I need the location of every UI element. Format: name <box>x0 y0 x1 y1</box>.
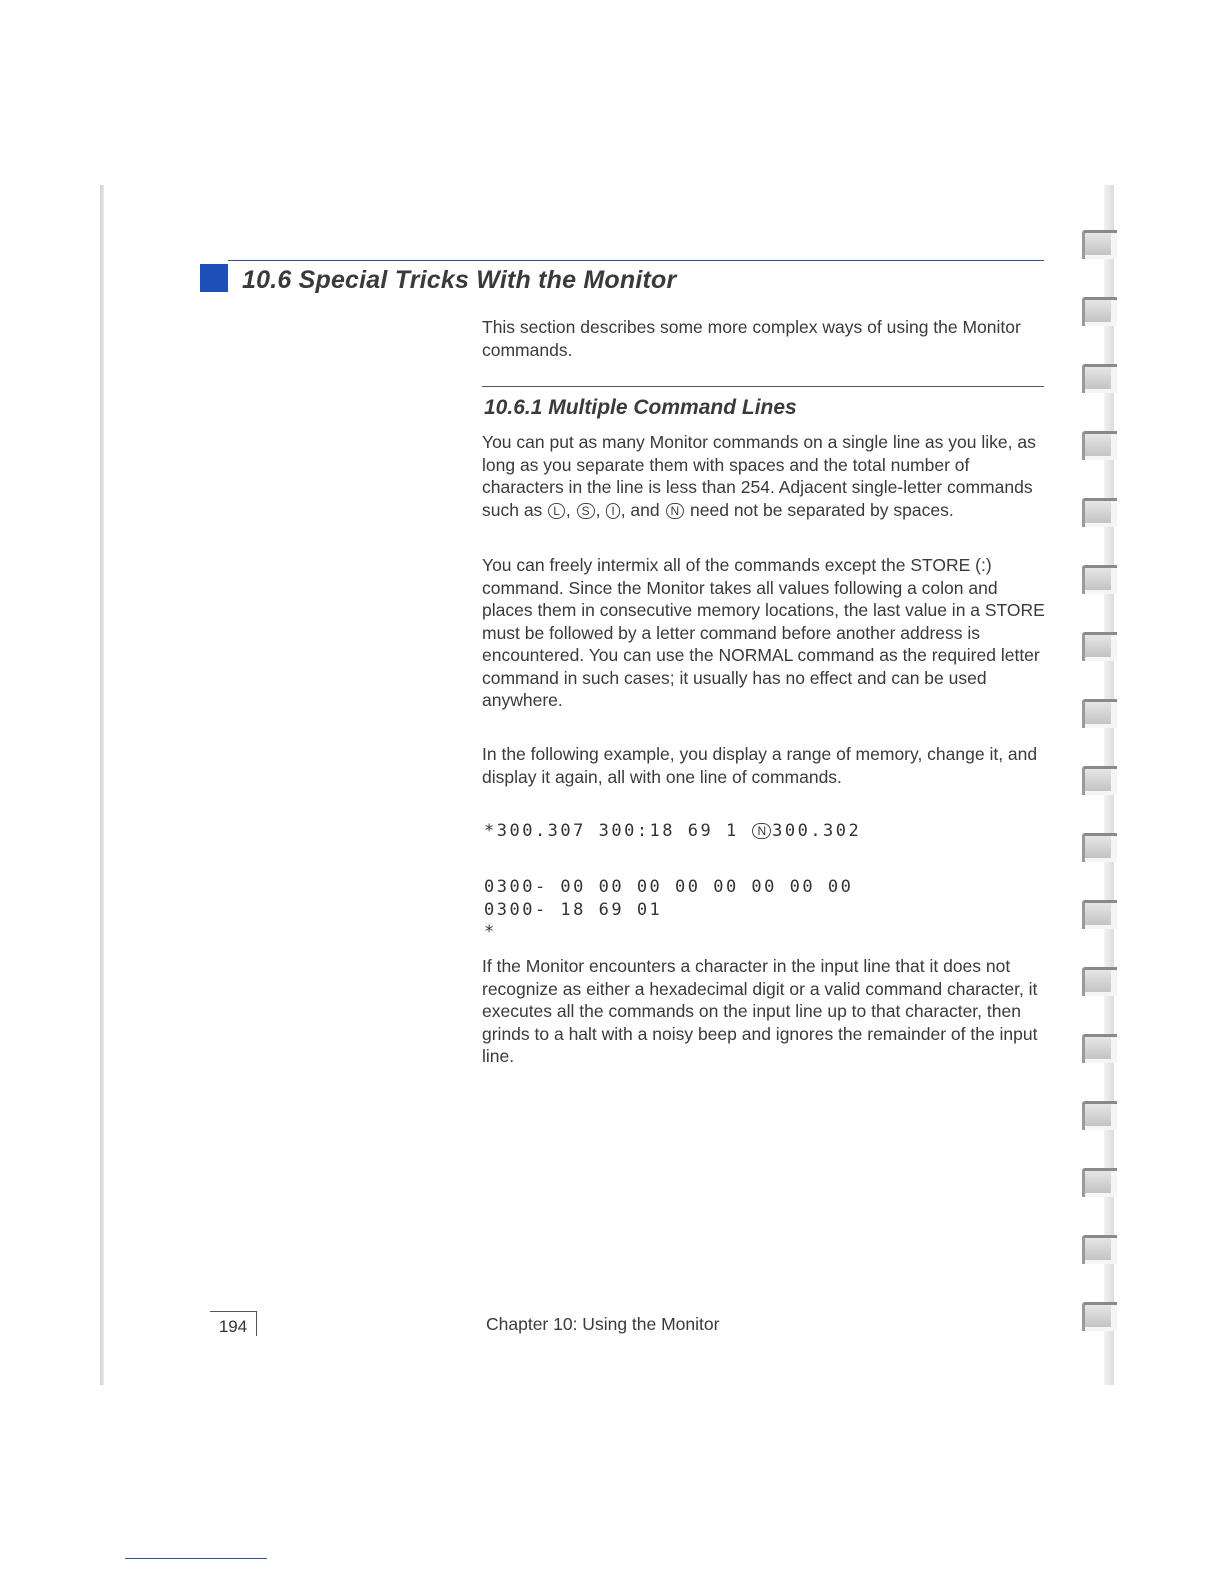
paragraph-store-command <box>482 554 1048 712</box>
code-command-text: *300.307 300:18 69 1 <box>484 821 752 841</box>
code-output-line: 0300- 18 69 01 <box>484 900 663 920</box>
paragraph-text: need not be separated by spaces. <box>685 499 954 520</box>
spiral-ring <box>1082 766 1117 795</box>
spiral-ring <box>1082 364 1117 393</box>
spiral-ring <box>1082 1235 1117 1264</box>
spiral-ring <box>1082 833 1117 862</box>
spiral-ring <box>1082 1034 1117 1063</box>
paragraph-adjacent-commands <box>482 431 1048 521</box>
code-output-line: 0300- 00 00 00 00 00 00 00 00 <box>484 877 854 897</box>
bottom-rule <box>125 1558 267 1559</box>
spiral-ring <box>1082 967 1117 996</box>
code-prompt: * <box>484 922 497 942</box>
key-s-icon: S <box>577 503 595 519</box>
page-edge-left <box>100 185 104 1385</box>
paragraph: You can freely intermix all of the commands except the STORE (:) command. Since the Monitor takes all values following a colon and places them in consecutive memory locations, the last value in a STORE must be followed by a letter command before another address is encountered. You can use the NORMAL command as the required letter command in such cases; it usually has no effect and can be used anywhere. <box>482 555 1045 710</box>
spiral-ring <box>1082 632 1117 661</box>
separator: , <box>565 499 576 520</box>
code-command-text: 300.302 <box>772 821 862 841</box>
separator: , <box>595 499 606 520</box>
section-rule <box>228 260 1044 261</box>
paragraph <box>482 431 1048 521</box>
intro-paragraph: This section describes some more complex ways of using the Monitor commands. <box>482 317 1021 360</box>
separator: , and <box>620 499 665 520</box>
paragraph: In the following example, you display a range of memory, change it, and display it again, all with one line of commands. <box>482 744 1038 787</box>
section-title: 10.6 Special Tricks With the Monitor <box>242 266 677 294</box>
spiral-ring <box>1082 1302 1117 1331</box>
spiral-ring <box>1082 900 1117 929</box>
spiral-ring <box>1082 565 1117 594</box>
spiral-ring <box>1082 431 1117 460</box>
paragraph-text: You can put as many Monitor commands on a single line as you like, as long as you separate them with spaces and the total number of characters in the line is less than 254. Adjacent single-letter commands such as <box>482 432 1036 520</box>
key-n-icon: N <box>752 823 771 839</box>
subsection-rule <box>482 386 1044 387</box>
page-number: 194 <box>210 1311 257 1336</box>
section-marker <box>200 264 228 292</box>
spiral-ring <box>1082 498 1117 527</box>
key-i-icon: I <box>606 503 619 519</box>
key-n-icon: N <box>666 503 685 519</box>
section-intro <box>482 316 1048 361</box>
spiral-ring <box>1082 230 1117 259</box>
spiral-ring <box>1082 1101 1117 1130</box>
key-l-icon: L <box>548 503 565 519</box>
spiral-ring <box>1082 297 1117 326</box>
running-footer: Chapter 10: Using the Monitor <box>486 1314 720 1334</box>
paragraph-invalid-character <box>482 955 1048 1068</box>
paragraph: If the Monitor encounters a character in the input line that it does not recognize as either a hexadecimal digit or a valid command character, it executes all the commands on the input line up to that character, then grinds to a halt with a noisy beep and ignores the remainder of the input line. <box>482 956 1038 1066</box>
code-command-line <box>484 821 861 841</box>
subsection-title: 10.6.1 Multiple Command Lines <box>484 396 797 419</box>
spiral-ring <box>1082 1168 1117 1197</box>
paragraph-example-intro <box>482 743 1048 788</box>
spiral-ring <box>1082 699 1117 728</box>
